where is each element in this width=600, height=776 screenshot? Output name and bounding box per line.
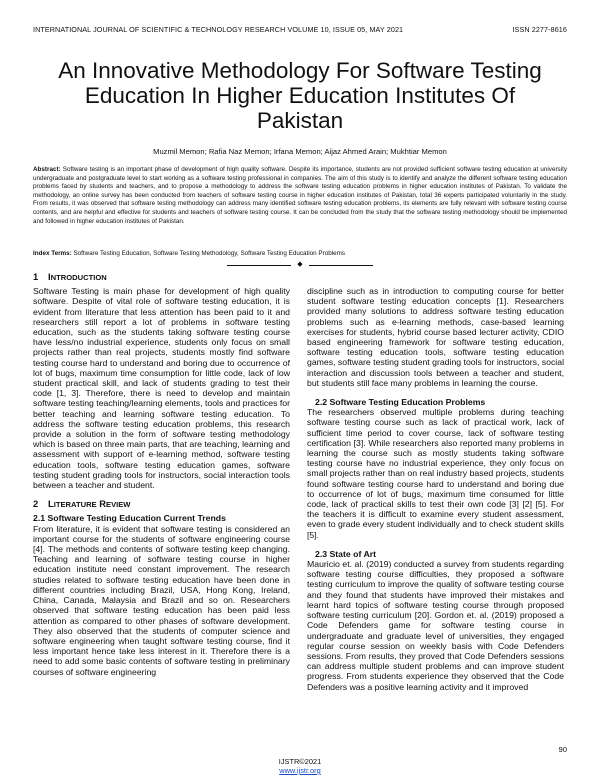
- heading-2-3: 2.3 State of Art: [315, 548, 376, 559]
- page-footer: [0, 757, 600, 775]
- journal-name: INTERNATIONAL JOURNAL OF SCIENTIFIC & TECHNOLOGY RESEARCH VOLUME 10, ISSUE 05, MAY 2021: [33, 25, 404, 34]
- abstract: [33, 166, 567, 226]
- heading-2-1: 2.1 Software Testing Education Current Trends: [33, 513, 226, 524]
- divider-line-right: [309, 265, 373, 266]
- issn: ISSN 2277-8616: [512, 25, 567, 34]
- paragraph-2-2: The researchers observed multiple problems during teaching software testing course such as lack of practical work, lack of sufficient time period to cover course, lack of software testing certification [3]. While researchers also reported many problems in learning the course such as mostly students taking software testing course have no industrial experience, they only focus on small projects rather than on real industry based projects, students found software testing course hard to understand and boring due to occurrence of lot of bugs, maximum time consumed for little code, lack of practical skills to test their own code [3] [2] [5]. For the teachers it is difficult to examine every student assessment, even to grade every student individually and to check student skills [5].: [307, 407, 564, 540]
- section-divider: [0, 261, 600, 270]
- running-header: [33, 25, 567, 34]
- section-number: 1: [33, 271, 39, 282]
- paragraph-2-3: Mauricio et. al. (2019) conducted a survey from students regarding software testing course difficulties, they proposed a software testing curriculum to improve the quality of software testing course and they found that students have improved their mistakes and learnt hard topics of software testing course through proposed software testing curriculum [20]. Gordon et. al. (2019) proposed a Code Defenders game for software testing course in undergraduate and graduate level of universities, they engaged regular course session on weekly basis with Code Defenders sessions. From results, they proved that Code Defenders sessions can address multiple student problems and can improve student progress. From students experience they observed that the Code Defenders was a positive learning activity and it improved: [307, 559, 564, 692]
- copyright: IJSTR©2021: [278, 757, 322, 766]
- divider-line-left: [227, 265, 291, 266]
- paper-title: An Innovative Methodology For Software Testing Education In Higher Education Institutes Of Pakistan: [58, 58, 542, 133]
- paragraph-2-1: From literature, it is evident that software testing is considered an important course for the students of software engineering course [4]. The methods and contents of software testing keep changing. Teaching and learning of software testing course in higher education institute need constant improvement. The research studies related to software testing education have been done in different countries including Brazil, USA, Hong Kong, Ireland, China, Canada, Malaysia and Brazil and so on. Researchers observed that software testing education has been paid less attention as compared to other phases of software development. They also observed that the students of computer science and software engineering when taught software testing course, find it less important hence take less interest in it. Therefore there is a need to add some basic contents of software testing in preliminary courses of software engineering: [33, 523, 290, 677]
- index-terms: [33, 250, 567, 257]
- page-number: 90: [558, 745, 567, 754]
- diamond-icon: ◆: [297, 261, 303, 268]
- intro-paragraph: Software Testing is main phase for development of high quality software. Despite of vital role of software testing education, it is evident from literature that less attention has been paid to it and researchers still report a lot of problems in software testing education, such as the students taking software testing course have less/no industrial experience, students only focus on small projects rather than real projects, students mostly find software testing course hard to understand and boring due to occurrence of lot of bugs, maximum time consumption for little code, lack of low student practical skill, and lack of students grading to test their code [1, 3]. Therefore, there is need to develop and maintain software testing teaching/learning elements, tools and practices for better teaching and learning software testing education. To address the software testing education problems, this research provide a solution in the form of software testing methodology which is based on three main parts, that are teaching, learning and assessment with support of e-learning method, software testing education tools, software testing education games, software testing student grading tools for instructors, social interaction tools between a teacher and student.: [33, 286, 290, 491]
- heading-literature-review: 2 LITERATURE REVIEW: [33, 498, 131, 510]
- index-terms-text: Software Testing Education, Software Testing Methodology, Software Testing Education Problems: [73, 250, 345, 257]
- right-column: [307, 286, 564, 692]
- abstract-text: Software testing is an important phase of development of high quality software. Despite its importance, students are not provided sufficient software testing education at university undergraduate and postgraduate level to start working as a software testing professional in companies. The aim of this study is to identify and analyze the different software testing education problems faced by students and teachers, and to propose a methodology to address the software testing education problems in higher education institutes of Pakistan. To validate the methodology, an online survey has been conducted from teachers of software testing course in higher education institutes of Pakistan, total 36 experts participated voluntarily in the study. From results, it was observed that software testing methodology can address many identified software testing education problems, its elements are fully relevant with software testing course contents, and are helpful and effective for students and teachers of software testing course. It can be concluded from the study that the software testing methodology should be implemented and followed in higher education institutes of Pakistan.: [33, 166, 568, 225]
- lit-review-continued: discipline such as in introduction to computing course for better student software testing education concepts [1]. Researchers provided many solutions to address software testing education problems such as e-learning methods, case-based learning exercises for students, hybrid course based lecturer activity, CDIO based engineering framework for software testing education, software testing education tools, software testing education games, software testing student grading tools for instructors, social interaction and discussion tools between a teacher and student, but students still face many problems in learning the course.: [307, 286, 564, 388]
- author-list: Muzmil Memon; Rafia Naz Memon; Irfana Memon; Aijaz Ahmed Arain; Mukhtiar Memon: [153, 147, 447, 156]
- left-column: [33, 272, 290, 677]
- section-number: 2: [33, 498, 39, 510]
- website-link[interactable]: www.ijstr.org: [279, 766, 321, 775]
- abstract-label: Abstract:: [33, 166, 61, 173]
- index-terms-label: Index Terms:: [33, 250, 72, 257]
- heading-introduction: 1 INTRODUCTION: [33, 271, 107, 282]
- heading-2-2: 2.2 Software Testing Education Problems: [315, 397, 486, 408]
